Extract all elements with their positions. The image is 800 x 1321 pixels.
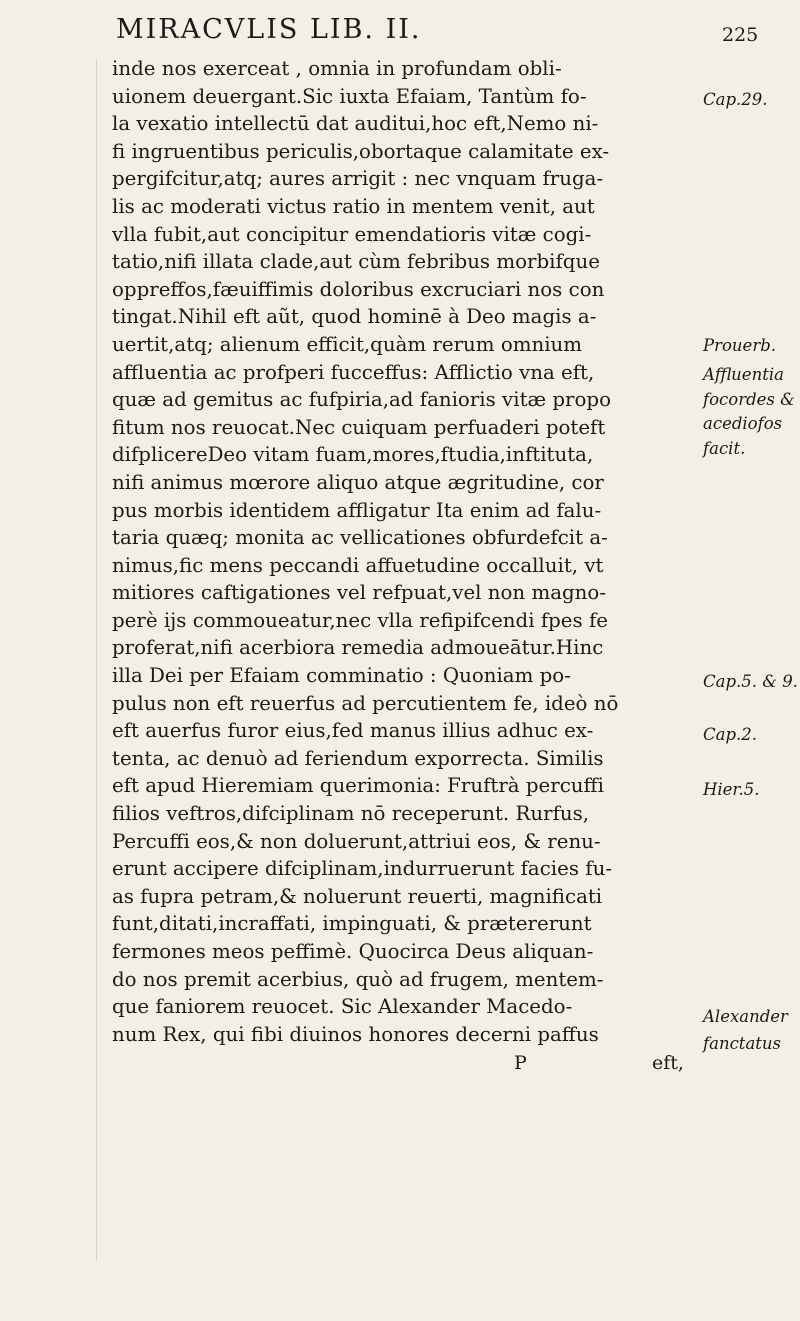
text-line: difplicereDeo vitam fuam,mores,ftudia,inftituta, — [112, 443, 594, 467]
text-line: tenta, ac denuò ad feriendum exporrecta. Similis — [112, 746, 604, 770]
text-line: erunt accipere difciplinam,indurruerunt facies fu- — [112, 857, 612, 881]
text-line: proferat,nifi acerbiora remedia admoueātur.Hinc — [112, 636, 604, 660]
margin-note-fanctatus: fanctatus — [703, 1034, 782, 1053]
catchword: eft, — [652, 1052, 684, 1074]
margin-note-focordes: focordes & — [703, 390, 795, 409]
text-line: do nos premit acerbius, quò ad frugem, mentem- — [112, 967, 604, 991]
text-line: pulus non eft reuerfus ad percutientem fe, ideò nō — [112, 691, 619, 715]
text-line: nifi animus mœrore aliquo atque ægritudine, cor — [112, 470, 604, 494]
text-line: Percuffi eos,& non doluerunt,attriui eos, & renu- — [112, 829, 601, 853]
text-line: pus morbis identidem affligatur Ita enim ad falu- — [112, 498, 602, 522]
running-title: MIRACVLIS LIB. II. — [116, 14, 422, 45]
text-line: que faniorem reuocet. Sic Alexander Macedo- — [112, 995, 573, 1019]
text-line: uertit,atq; alienum efficit,quàm rerum omnium — [112, 332, 583, 356]
margin-note-cap5: Cap.5. & 9. — [703, 672, 798, 691]
text-line: lis ac moderati victus ratio in mentem venit, aut — [112, 194, 595, 218]
text-line: eft auerfus furor eius,fed manus illius adhuc ex- — [112, 719, 594, 743]
margin-note-alexander: Alexander — [703, 1007, 788, 1026]
page-number: 225 — [722, 24, 759, 46]
text-line: tingat.Nihil eft aũt, quod hominē à Deo magis a- — [112, 305, 597, 329]
text-line: uionem deuergant.Sic iuxta Efaiam, Tantùm fo- — [112, 84, 587, 108]
signature-mark: P — [514, 1052, 527, 1074]
text-line: fitum nos reuocat.Nec cuiquam perfuaderi poteft — [112, 415, 606, 439]
page-footer — [0, 1052, 800, 1310]
text-line: illa Dei per Efaiam comminatio : Quoniam po- — [112, 664, 571, 688]
text-line: funt,ditati,incraffati, impinguati, & prætererunt — [112, 912, 592, 936]
text-line: oppreffos,fæuiffimis doloribus excruciari nos con — [112, 277, 605, 301]
gutter-shadow — [96, 60, 97, 1260]
text-line: num Rex, qui fibi diuinos honores decerni paffus — [112, 1022, 599, 1046]
text-line: quæ ad gemitus ac fufpiria,ad fanioris vitæ propo — [112, 388, 611, 412]
text-line: filios veftros,difciplinam nō receperunt. Rurfus, — [112, 802, 590, 826]
page-header — [0, 14, 800, 54]
text-line: fi ingruentibus periculis,obortaque calamitate ex- — [112, 139, 610, 163]
margin-note-acediofos: acediofos — [703, 414, 783, 433]
text-line: mitiores caftigationes vel refpuat,vel non magno- — [112, 581, 606, 605]
text-line: la vexatio intellectū dat auditui,hoc eft,Nemo ni- — [112, 112, 599, 136]
margin-note-affluentia: Affluentia — [703, 365, 784, 384]
margin-note-cap29: Cap.29. — [703, 90, 768, 109]
text-line: eft apud Hieremiam querimonia: Fruftrà percuffi — [112, 774, 604, 798]
margin-note-hier5: Hier.5. — [703, 780, 760, 799]
text-line: inde nos exerceat , omnia in profundam obli- — [112, 57, 562, 80]
text-line: fermones meos peffimè. Quocirca Deus aliquan- — [112, 940, 594, 963]
text-line: affluentia ac profperi fucceffus: Afflictio vna eft, — [112, 360, 595, 384]
text-line: vlla fubit,aut concipitur emendatioris vitæ cogi- — [112, 222, 592, 246]
margin-note-prouerb: Prouerb. — [703, 336, 777, 355]
body-text — [112, 55, 697, 1048]
text-line: pergifcitur,atq; aures arrigit : nec vnquam fruga- — [112, 167, 604, 191]
text-line: nimus,fic mens peccandi affuetudine occalluit, vt — [112, 553, 604, 577]
text-line: perè ijs commoueatur,nec vlla refipifcendi fpes fe — [112, 608, 608, 632]
margin-note-facit: facit. — [703, 439, 746, 458]
text-line: as fupra petram,& noluerunt reuerti, magnificati — [112, 884, 603, 908]
margin-note-cap2: Cap.2. — [703, 725, 758, 744]
text-line: taria quæq; monita ac vellicationes obfurdefcit a- — [112, 526, 608, 550]
text-line: tatio,nifi illata clade,aut cùm febribus morbifque — [112, 250, 600, 274]
